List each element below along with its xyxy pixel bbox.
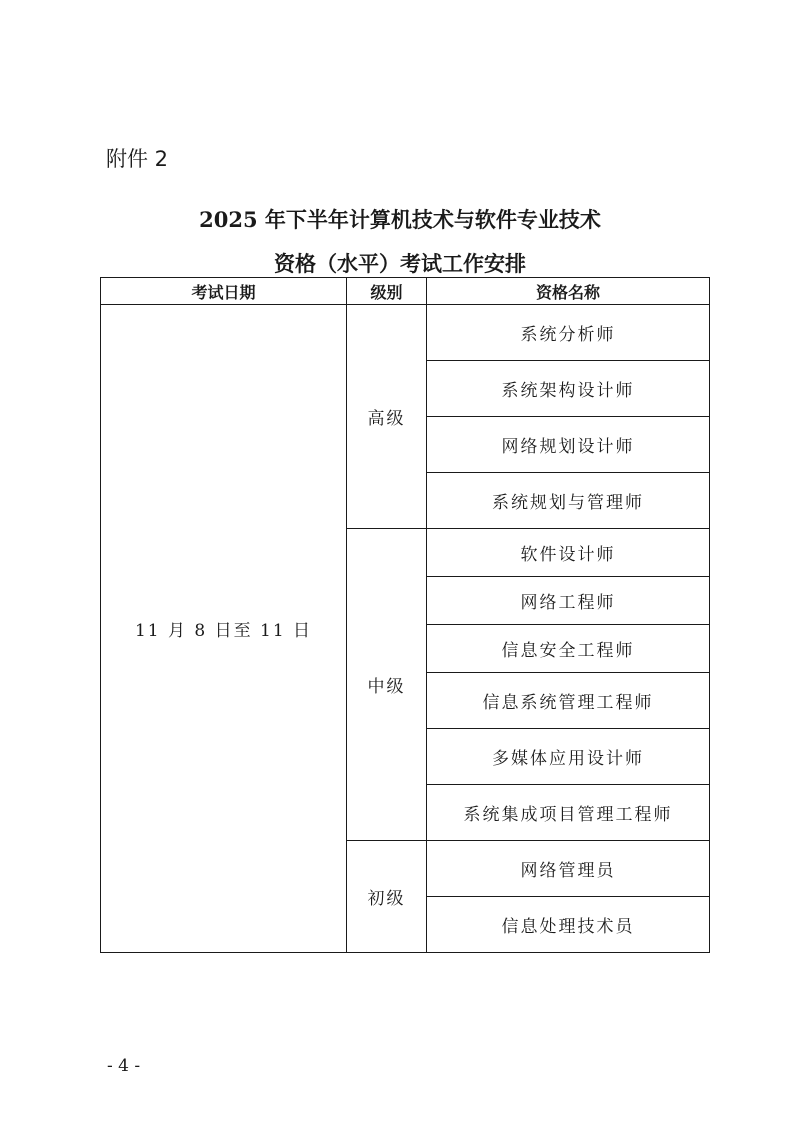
exam-date-cell: 11 月 8 日至 11 日 <box>101 305 347 953</box>
qualification-cell: 系统分析师 <box>427 305 710 361</box>
level-cell-junior: 初级 <box>347 841 427 953</box>
qualification-cell: 信息系统管理工程师 <box>427 673 710 729</box>
qualification-cell: 网络管理员 <box>427 841 710 897</box>
exam-schedule-table <box>100 277 710 953</box>
level-cell-intermediate: 中级 <box>347 529 427 841</box>
document-title-line-1: 2025 年下半年计算机技术与软件专业技术 <box>199 207 601 232</box>
qualification-cell: 信息处理技术员 <box>427 897 710 953</box>
qualification-cell: 多媒体应用设计师 <box>427 729 710 785</box>
table-row <box>101 305 710 361</box>
table-header-row <box>101 278 710 305</box>
header-qualification: 资格名称 <box>427 278 710 305</box>
page-number: - 4 - <box>107 1056 141 1076</box>
attachment-label: 附件 2 <box>106 147 169 171</box>
header-exam-date: 考试日期 <box>101 278 347 305</box>
level-cell-senior: 高级 <box>347 305 427 529</box>
qualification-cell: 系统规划与管理师 <box>427 473 710 529</box>
header-level: 级别 <box>347 278 427 305</box>
qualification-cell: 系统集成项目管理工程师 <box>427 785 710 841</box>
qualification-cell: 系统架构设计师 <box>427 361 710 417</box>
qualification-cell: 信息安全工程师 <box>427 625 710 673</box>
document-title-line-2: 资格（水平）考试工作安排 <box>274 251 526 276</box>
qualification-cell: 网络规划设计师 <box>427 417 710 473</box>
qualification-cell: 软件设计师 <box>427 529 710 577</box>
qualification-cell: 网络工程师 <box>427 577 710 625</box>
